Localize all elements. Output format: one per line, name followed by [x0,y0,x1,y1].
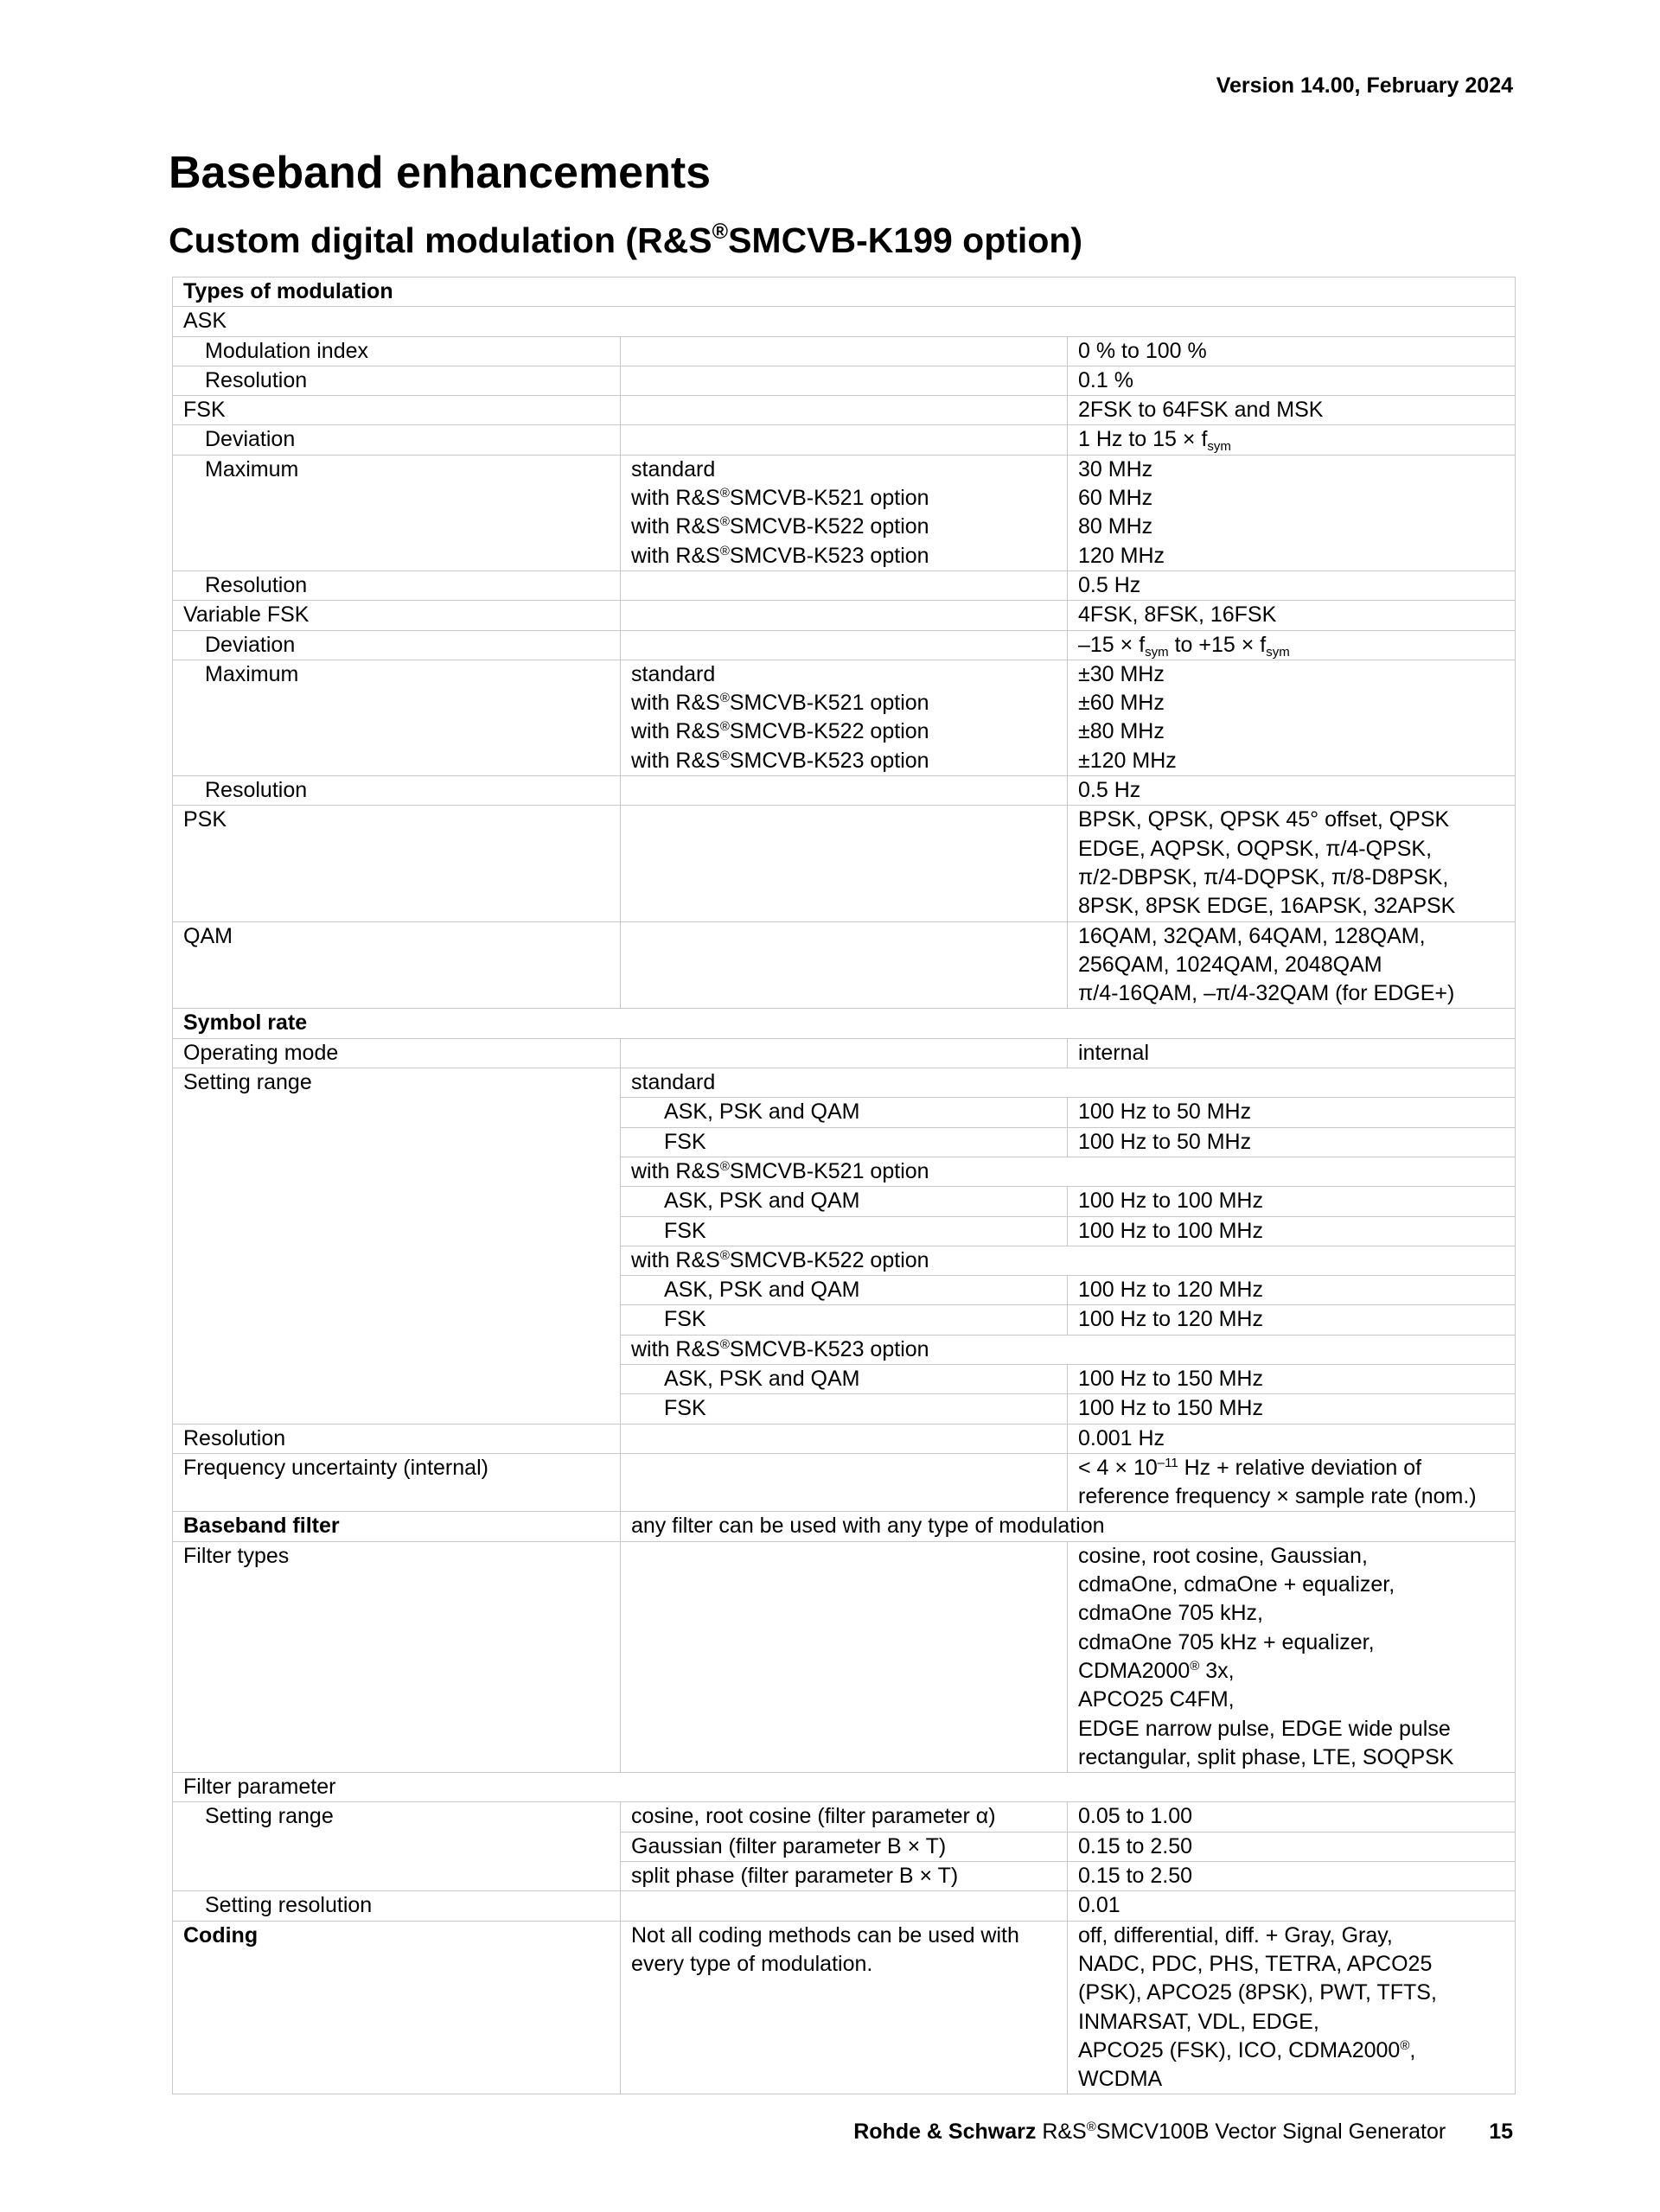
fp-setting-res-value: 0.01 [1068,1891,1516,1921]
table-row [173,1512,1516,1541]
empty-cell [621,396,1068,425]
sr-k522-fsk-value: 100 Hz to 120 MHz [1068,1305,1516,1335]
ask-label: ASK [173,307,1516,336]
sr-k522-askpskqam-value: 100 Hz to 120 MHz [1068,1276,1516,1305]
mod-index-value: 0 % to 100 % [1068,336,1516,366]
table-row [173,1891,1516,1921]
table-row [173,1038,1516,1068]
empty-cell [621,336,1068,366]
vfsk-maximum-conditions: standard with R&S®SMCVB-K521 option with R&S®SMCVB-K522 option with R&S®SMCVB-K523 option [621,660,1068,775]
fp-gaussian-label: Gaussian (filter parameter B × T) [621,1832,1068,1861]
psk-label: PSK [173,806,621,921]
empty-cell [621,1038,1068,1068]
subsection-title [169,220,1082,261]
freq-uncertainty-label: Frequency uncertainty (internal) [173,1453,621,1512]
sr-k521-askpskqam-value: 100 Hz to 100 MHz [1068,1187,1516,1216]
table-row [173,1921,1516,2094]
empty-cell [621,630,1068,660]
fp-split-value: 0.15 to 2.50 [1068,1862,1516,1891]
document-version: Version 14.00, February 2024 [1216,73,1513,98]
subsection-title-pre: Custom digital modulation (R&S [169,220,712,260]
table-row [173,1424,1516,1453]
table-row [173,425,1516,455]
sr-resolution-value: 0.001 Hz [1068,1424,1516,1453]
vfsk-maximum-values: ±30 MHz ±60 MHz ±80 MHz ±120 MHz [1068,660,1516,775]
spec-table [172,277,1516,2094]
fsk-value: 2FSK to 64FSK and MSK [1068,396,1516,425]
ask-resolution-value: 0.1 % [1068,366,1516,395]
empty-cell [621,776,1068,806]
table-row [173,277,1516,307]
sr-std-fsk-label: FSK [621,1127,1068,1157]
fp-cosine-label: cosine, root cosine (filter parameter α) [621,1802,1068,1832]
filter-types-value: cosine, root cosine, Gaussian, cdmaOne, cdmaOne + equalizer, cdmaOne 705 kHz, cdmaOne 705 kHz + equalizer, CDMA2000® 3x, APCO25 C4FM, EDGE narrow pulse, EDGE wide pulse rectangular, split phase, LTE, SOQPSK [1068,1541,1516,1772]
empty-cell [621,921,1068,1009]
fsk-maximum-conditions: standard with R&S®SMCVB-K521 option with R&S®SMCVB-K522 option with R&S®SMCVB-K523 option [621,455,1068,571]
table-row [173,307,1516,336]
fsk-resolution-value: 0.5 Hz [1068,571,1516,600]
vfsk-value: 4FSK, 8FSK, 16FSK [1068,601,1516,630]
sr-k523-askpskqam-label: ASK, PSK and QAM [621,1364,1068,1393]
empty-cell [621,1453,1068,1512]
vfsk-resolution-value: 0.5 Hz [1068,776,1516,806]
empty-cell [621,601,1068,630]
fp-split-label: split phase (filter parameter B × T) [621,1862,1068,1891]
sr-resolution-label: Resolution [173,1424,621,1453]
table-row [173,1773,1516,1802]
op-mode-label: Operating mode [173,1038,621,1068]
table-row [173,806,1516,921]
baseband-filter-note: any filter can be used with any type of modulation [621,1512,1516,1541]
baseband-filter-header: Baseband filter [173,1512,621,1541]
psk-values: BPSK, QPSK, QPSK 45° offset, QPSK EDGE, AQPSK, OQPSK, π/4-QPSK, π/2-DBPSK, π/4-DQPSK, π/8-D8PSK, 8PSK, 8PSK EDGE, 16APSK, 32APSK [1068,806,1516,921]
sr-standard: standard [621,1068,1516,1098]
footer-product: SMCV100B Vector Signal Generator [1095,2120,1446,2144]
mod-index-label: Modulation index [173,336,621,366]
sr-std-fsk-value: 100 Hz to 50 MHz [1068,1127,1516,1157]
vfsk-maximum-label: Maximum [173,660,621,775]
coding-note: Not all coding methods can be used with every type of modulation. [621,1921,1068,2094]
section-title: Baseband enhancements [169,148,712,198]
filter-parameter-label: Filter parameter [173,1773,1516,1802]
sr-k521-fsk-label: FSK [621,1216,1068,1246]
table-row [173,660,1516,775]
fsk-deviation-value: 1 Hz to $15 \times f_{sym}$ [1068,425,1516,455]
table-row [173,336,1516,366]
empty-cell [621,425,1068,455]
sr-std-askpskqam-label: ASK, PSK and QAM [621,1098,1068,1127]
page-footer [853,2120,1513,2145]
ask-resolution-label: Resolution [173,366,621,395]
empty-cell [621,1541,1068,1772]
fp-setting-res-label: Setting resolution [173,1891,621,1921]
sr-k521-askpskqam-label: ASK, PSK and QAM [621,1187,1068,1216]
qam-label: QAM [173,921,621,1009]
vfsk-deviation-value: $-15 \times f_{sym}$ to $+15 \times f_{sym}$ [1068,630,1516,660]
empty-cell [621,1891,1068,1921]
table-row [173,1068,1516,1098]
sr-k521-fsk-value: 100 Hz to 100 MHz [1068,1216,1516,1246]
filter-types-label: Filter types [173,1541,621,1772]
table-row [173,1009,1516,1038]
sr-k523-askpskqam-value: 100 Hz to 150 MHz [1068,1364,1516,1393]
empty-cell [621,366,1068,395]
table-row [173,455,1516,571]
table-row [173,1453,1516,1512]
empty-cell [621,1424,1068,1453]
page-number: 15 [1489,2120,1513,2144]
coding-values: off, differential, diff. + Gray, Gray, NADC, PDC, PHS, TETRA, APCO25 (PSK), APCO25 (8PSK), PWT, TFTS, INMARSAT, VDL, EDGE, APCO25 (FSK), ICO, CDMA2000®, WCDMA [1068,1921,1516,2094]
sr-k521-label: with R&S®SMCVB-K521 option [621,1157,1516,1186]
fsk-resolution-label: Resolution [173,571,621,600]
fsk-deviation-label: Deviation [173,425,621,455]
table-row [173,601,1516,630]
table-row [173,396,1516,425]
fsk-label: FSK [173,396,621,425]
sr-k523-fsk-value: 100 Hz to 150 MHz [1068,1394,1516,1424]
setting-range-label: Setting range [173,1068,621,1425]
sr-k523-fsk-label: FSK [621,1394,1068,1424]
table-row [173,366,1516,395]
footer-registered-mark: ® [1086,2120,1096,2134]
subsection-title-post: SMCVB-K199 option) [728,220,1083,260]
fp-setting-range-label: Setting range [173,1802,621,1891]
fp-gaussian-value: 0.15 to 2.50 [1068,1832,1516,1861]
table-row [173,1802,1516,1832]
empty-cell [621,806,1068,921]
types-header: Types of modulation [173,277,1516,307]
table-row [173,1541,1516,1772]
vfsk-label: Variable FSK [173,601,621,630]
registered-mark: ® [712,220,729,244]
table-row [173,921,1516,1009]
sr-k522-askpskqam-label: ASK, PSK and QAM [621,1276,1068,1305]
sr-k522-fsk-label: FSK [621,1305,1068,1335]
vfsk-resolution-label: Resolution [173,776,621,806]
footer-company: Rohde & Schwarz [853,2120,1037,2144]
qam-values: 16QAM, 32QAM, 64QAM, 128QAM, 256QAM, 1024QAM, 2048QAM π/4-16QAM, –π/4-32QAM (for EDGE+) [1068,921,1516,1009]
table-row [173,630,1516,660]
op-mode-value: internal [1068,1038,1516,1068]
vfsk-deviation-label: Deviation [173,630,621,660]
table-row [173,571,1516,600]
empty-cell [621,571,1068,600]
footer-product-pre: R&S [1036,2120,1087,2144]
symbol-rate-header: Symbol rate [173,1009,1516,1038]
coding-header: Coding [173,1921,621,2094]
fsk-maximum-values: 30 MHz 60 MHz 80 MHz 120 MHz [1068,455,1516,571]
fp-cosine-value: 0.05 to 1.00 [1068,1802,1516,1832]
sr-k522-label: with R&S®SMCVB-K522 option [621,1246,1516,1275]
fsk-maximum-label: Maximum [173,455,621,571]
table-row [173,776,1516,806]
freq-uncertainty-value: < $4 \times 10^{-11}$ Hz + relative deviation of reference frequency × sample rate (nom.) [1068,1453,1516,1512]
sr-k523-label: with R&S®SMCVB-K523 option [621,1335,1516,1364]
sr-std-askpskqam-value: 100 Hz to 50 MHz [1068,1098,1516,1127]
